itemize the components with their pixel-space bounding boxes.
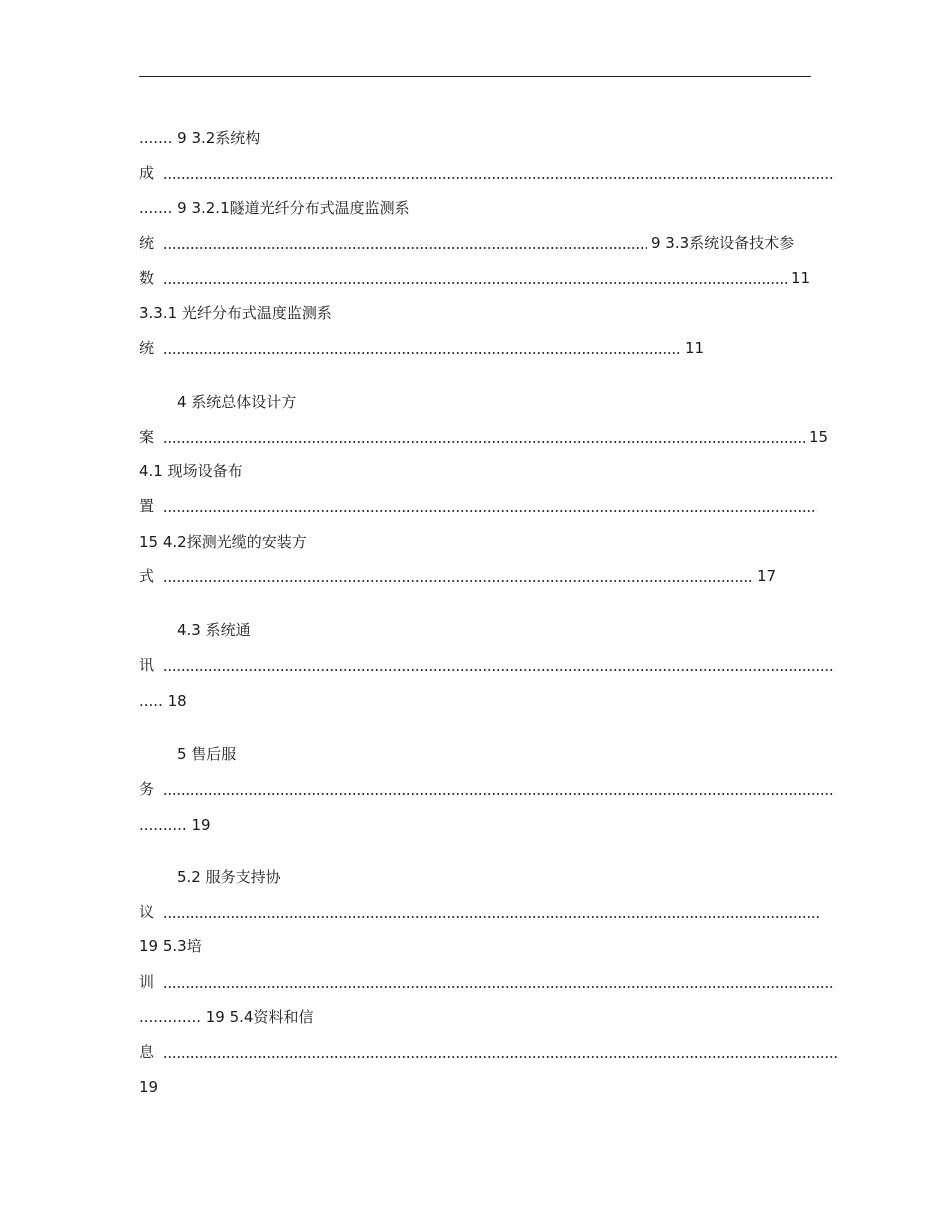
toc-entry-char: 训 — [139, 973, 155, 991]
toc-leader-line — [139, 338, 719, 358]
toc-leader-line — [139, 1042, 844, 1062]
toc-line: 3.3.1 光纤分布式温度监测系 — [139, 304, 332, 322]
dot-leader — [163, 282, 787, 284]
dot-leader — [163, 441, 805, 443]
toc-line: .......... 19 — [139, 816, 211, 834]
toc-leader-line — [139, 779, 839, 799]
toc-entry-char: 务 — [139, 780, 155, 798]
toc-leader-line — [139, 268, 819, 288]
toc-page-number: 11 — [791, 269, 811, 287]
toc-entry-char: 统 — [139, 339, 155, 357]
toc-line: 4.1 现场设备布 — [139, 462, 243, 480]
toc-line: ..... 18 — [139, 692, 187, 710]
toc-leader-line — [139, 972, 839, 992]
toc-line: 19 — [139, 1078, 159, 1096]
dot-leader — [163, 177, 835, 179]
toc-page-number: 11 — [685, 339, 705, 357]
dot-leader — [163, 669, 835, 671]
toc-line: ............. 19 5.4资料和信 — [139, 1008, 314, 1026]
toc-entry-char: 息 — [139, 1043, 155, 1061]
toc-leader-line — [139, 163, 839, 183]
dot-leader — [163, 793, 835, 795]
dot-leader — [163, 580, 753, 582]
toc-leader-line — [139, 902, 829, 922]
toc-entry-char: 讯 — [139, 656, 155, 674]
toc-leader-line — [139, 566, 789, 586]
dot-leader — [163, 247, 647, 249]
toc-leader-line — [139, 496, 819, 516]
dot-leader — [163, 352, 681, 354]
toc-page-number: 17 — [757, 567, 777, 585]
toc-entry-char: 议 — [139, 903, 155, 921]
toc-line: 15 4.2探测光缆的安装方 — [139, 533, 307, 551]
toc-page-number: 15 — [809, 428, 829, 446]
toc-line: 5 售后服 — [177, 745, 237, 763]
toc-line: 19 5.3培 — [139, 937, 202, 955]
toc-leader-line — [139, 233, 809, 253]
toc-entry-char: 置 — [139, 497, 155, 515]
toc-line: 4.3 系统通 — [177, 621, 251, 639]
toc-line: ....... 9 3.2系统构 — [139, 129, 261, 147]
toc-line: 5.2 服务支持协 — [177, 868, 281, 886]
toc-entry-char: 案 — [139, 428, 155, 446]
toc-line: ....... 9 3.2.1隧道光纤分布式温度监测系 — [139, 199, 410, 217]
toc-entry-char: 成 — [139, 164, 155, 182]
toc-entry-char: 式 — [139, 567, 155, 585]
toc-entry-char: 统 — [139, 234, 155, 252]
dot-leader — [163, 986, 835, 988]
header-rule — [139, 76, 811, 77]
toc-leader-line — [139, 655, 839, 675]
dot-leader — [163, 916, 821, 918]
toc-line: 4 系统总体设计方 — [177, 393, 297, 411]
toc-entry-char: 数 — [139, 269, 155, 287]
toc-leader-line — [139, 427, 839, 447]
toc-page-ref: 9 3.3系统设备技术参 — [651, 234, 795, 252]
dot-leader — [163, 510, 817, 512]
dot-leader — [163, 1056, 839, 1058]
